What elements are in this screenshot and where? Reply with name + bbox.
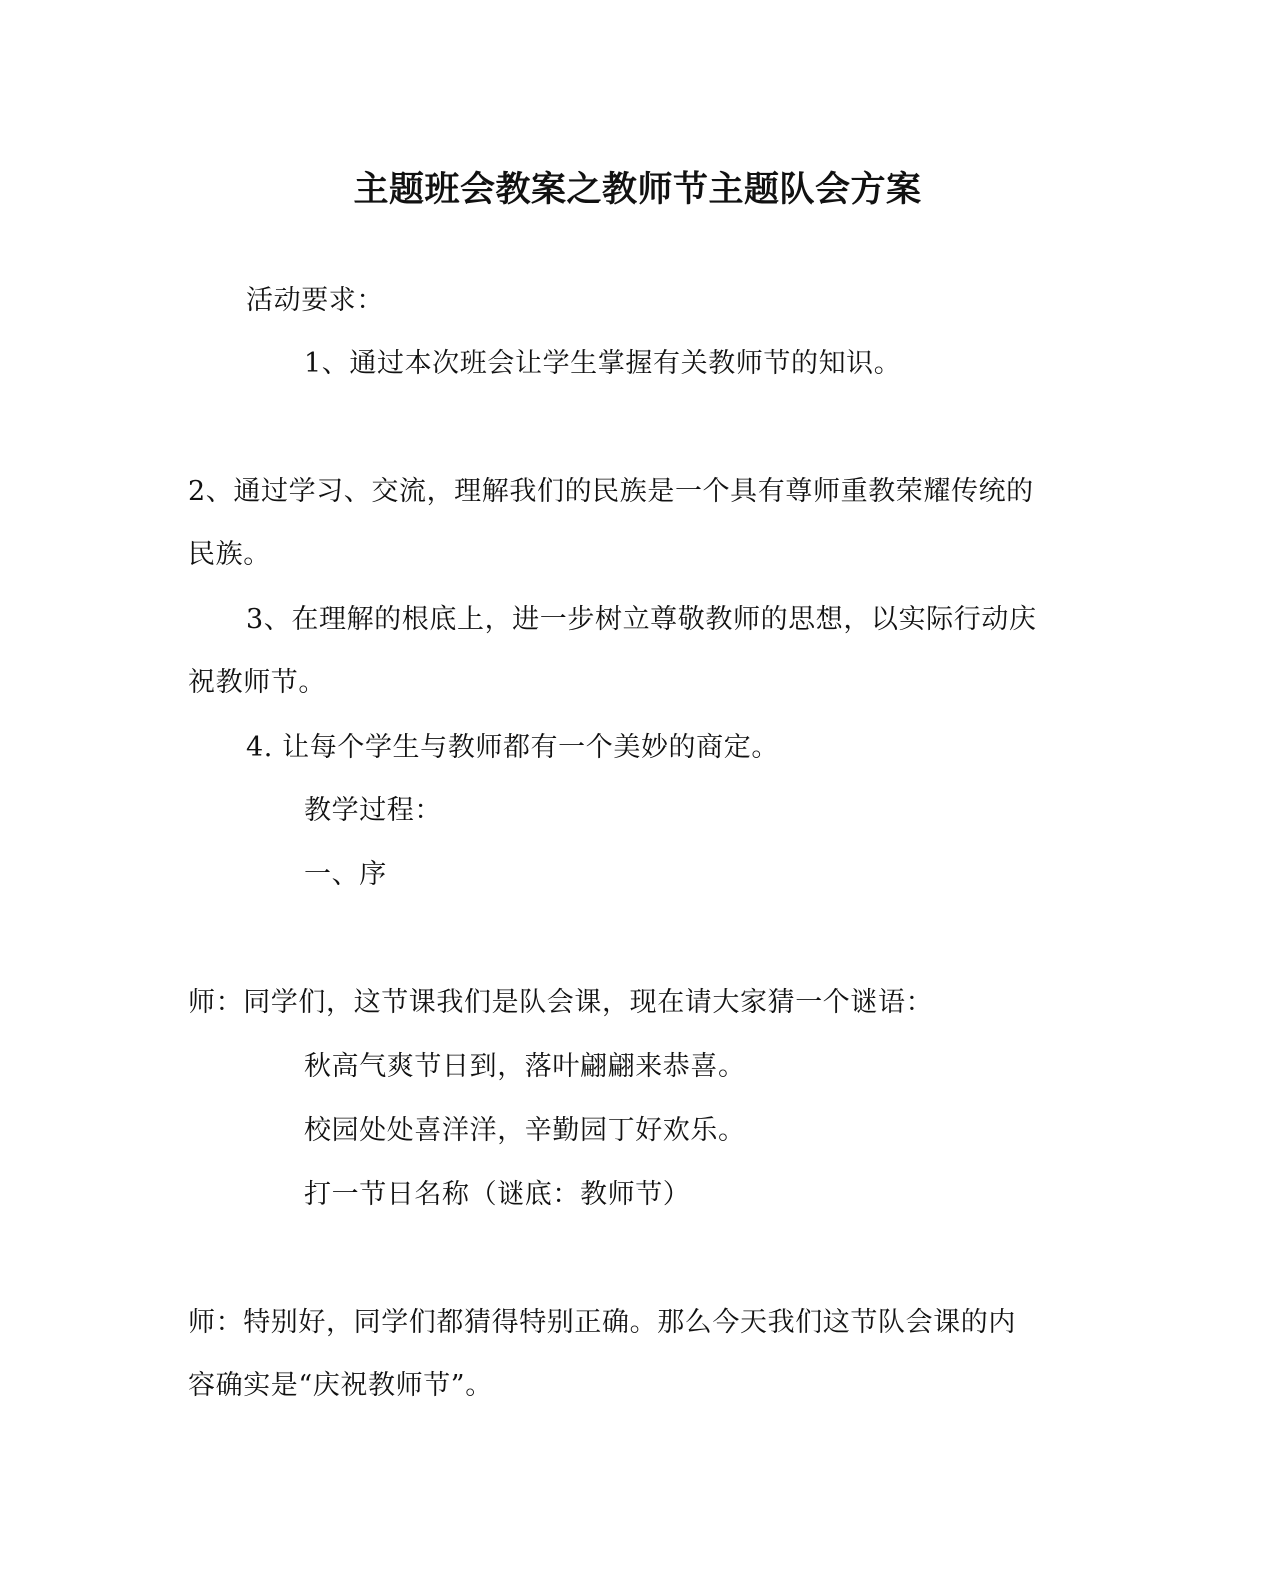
paragraph-requirement-3-line-2: 祝教师节。 — [188, 667, 326, 698]
paragraph-riddle-line-2: 校园处处喜洋洋，辛勤园丁好欢乐。 — [304, 1115, 746, 1146]
paragraph-teacher-response-line-1: 师：特别好，同学们都猜得特别正确。那么今天我们这节队会课的内 — [188, 1307, 1016, 1338]
paragraph-activity-requirements-heading: 活动要求： — [246, 285, 384, 316]
paragraph-teaching-process-heading: 教学过程： — [304, 795, 442, 826]
document-title: 主题班会教案之教师节主题队会方案 — [353, 169, 922, 210]
paragraph-riddle-answer: 打一节日名称（谜底：教师节） — [304, 1179, 691, 1210]
paragraph-requirement-4: 4. 让每个学生与教师都有一个美妙的商定。 — [246, 732, 779, 763]
paragraph-teacher-response-line-2: 容确实是“庆祝教师节”。 — [188, 1370, 493, 1401]
paragraph-requirement-1: 1、通过本次班会让学生掌握有关教师节的知识。 — [304, 348, 902, 379]
paragraph-requirement-2-line-2: 民族。 — [188, 539, 271, 570]
paragraph-riddle-line-1: 秋高气爽节日到，落叶翩翩来恭喜。 — [304, 1051, 746, 1082]
paragraph-requirement-3-line-1: 3、在理解的根底上，进一步树立尊敬教师的思想，以实际行动庆 — [246, 604, 1037, 635]
paragraph-section-preface: 一、序 — [304, 859, 387, 890]
paragraph-requirement-2-line-1: 2、通过学习、交流，理解我们的民族是一个具有尊师重教荣耀传统的 — [188, 476, 1034, 507]
paragraph-teacher-riddle-intro: 师：同学们，这节课我们是队会课，现在请大家猜一个谜语： — [188, 987, 934, 1018]
